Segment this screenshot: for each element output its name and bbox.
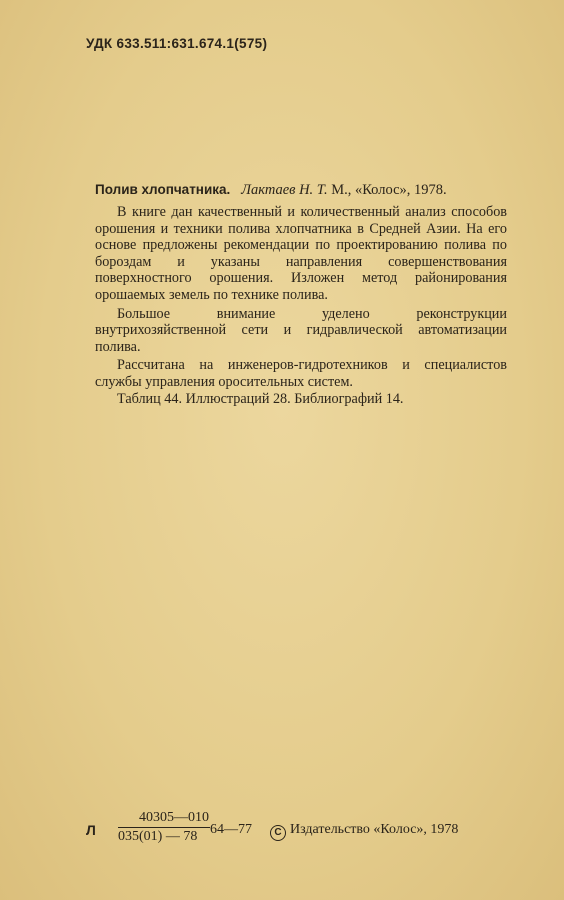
copyright-notice	[270, 822, 458, 841]
book-title: Полив хлопчатника.	[95, 182, 231, 197]
book-abstract	[95, 204, 507, 407]
abstract-paragraph-2: Большое внимание уделено реконструкции внутрихозяйственной сети и гидравлической автоматизации полива.	[95, 305, 507, 355]
book-publisher: М., «Колос», 1978.	[331, 182, 447, 198]
book-author: Лактаев Н. Т.	[241, 182, 328, 198]
imprint-suffix: 64—77	[210, 822, 252, 837]
publication-imprint	[86, 810, 526, 850]
bibliographic-citation	[95, 182, 447, 199]
imprint-index-fraction	[118, 810, 210, 845]
abstract-paragraph-4: Таблиц 44. Иллюстраций 28. Библиографий 14.	[117, 390, 404, 407]
imprint-letter: Л	[86, 822, 96, 838]
imprint-denominator: 035(01) — 78	[118, 829, 198, 844]
udk-code: УДК 633.511:631.674.1(575)	[86, 36, 268, 51]
imprint-numerator: 40305—010	[118, 810, 210, 828]
abstract-paragraph-3: Рассчитана на инженеров-гидротехников и специалистов службы управления оросительных систем.	[95, 357, 507, 390]
copyright-text: Издательство «Колос», 1978	[290, 822, 459, 837]
copyright-icon: C	[270, 825, 286, 841]
abstract-paragraph-1: В книге дан качественный и количественный анализ способов орошения и техники полива хлопчатника в Средней Азии. На его основе предложены рекомендации по проектированию полива по бороздам и указаны направления совершенствования поверхностного орошения. Изложен метод районирования орошаемых земель по технике полива.	[95, 204, 507, 303]
